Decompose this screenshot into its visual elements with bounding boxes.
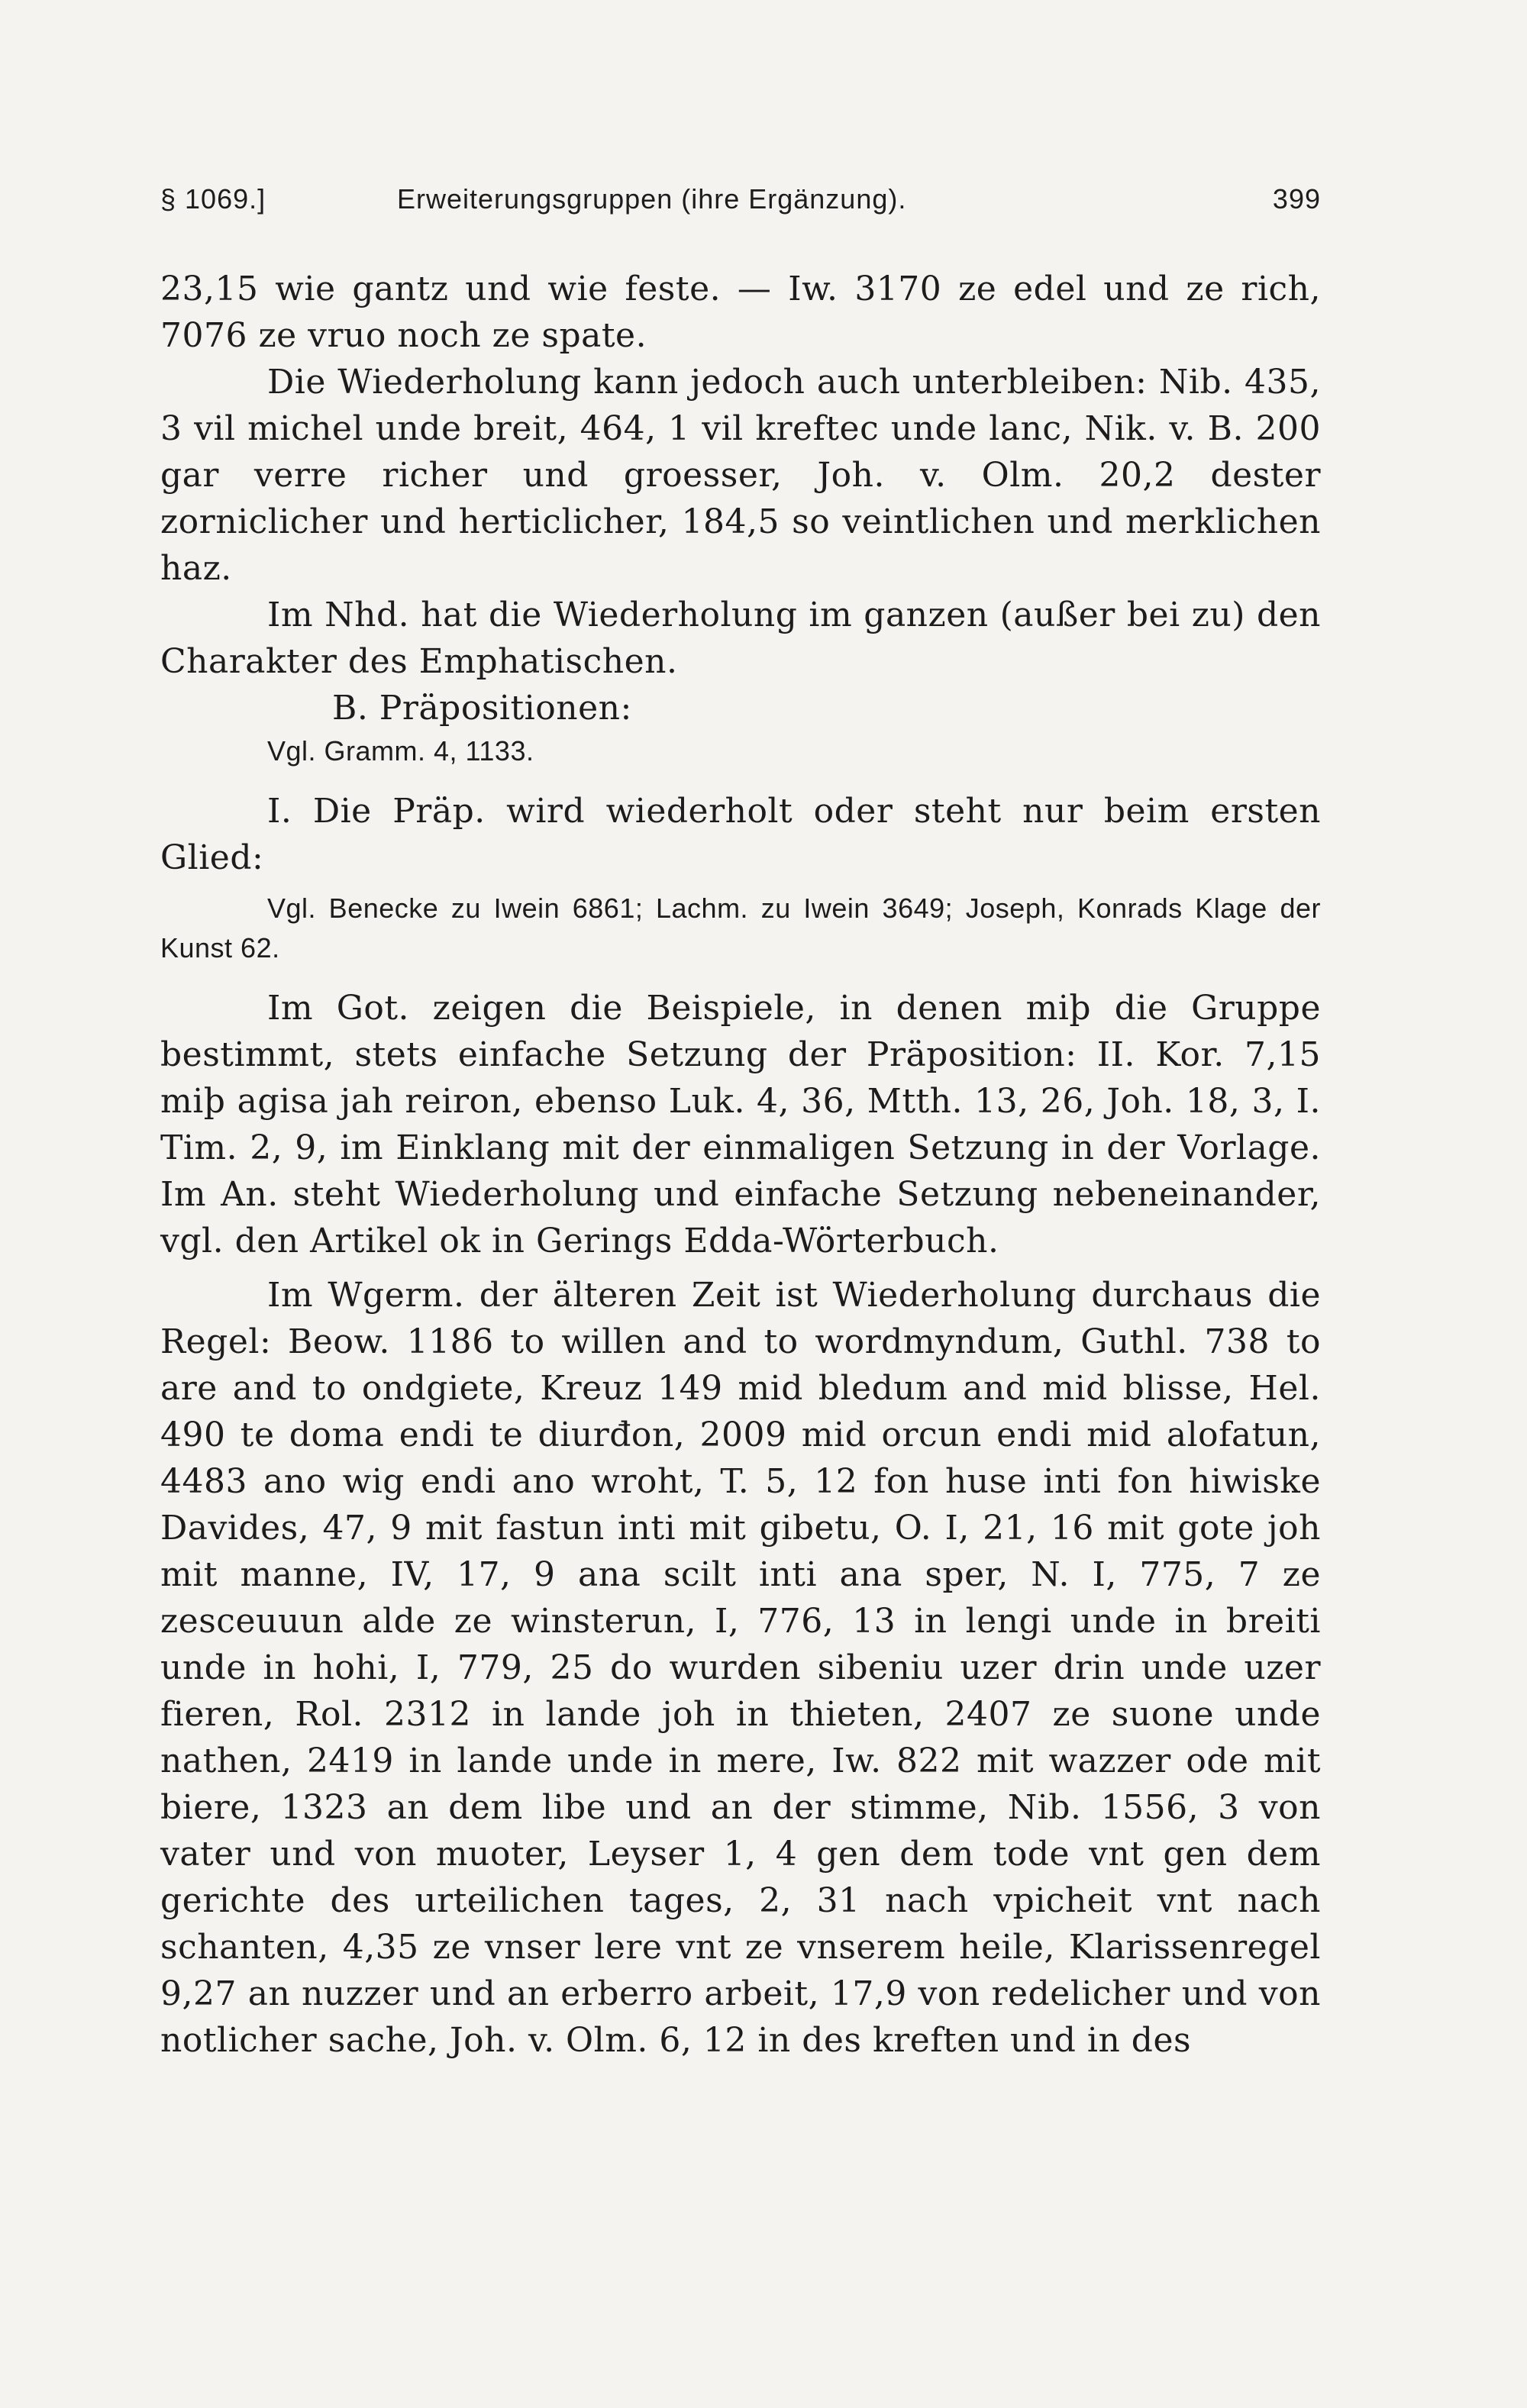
- page-number: 399: [1272, 183, 1321, 215]
- heading-b-prepositions: B. Präpositionen:: [332, 689, 632, 728]
- reference-i: Vgl. Benecke zu Iwein 6861; Lachm. zu Iwein 3649; Joseph, Konrads Klage der Kunst 62.: [160, 893, 1321, 964]
- section-marker: § 1069.]: [160, 183, 266, 215]
- main-text: [160, 266, 1321, 2064]
- paragraph-3: Im Nhd. hat die Wiederholung im ganzen (außer bei zu) den Charakter des Emphatischen.: [160, 596, 1321, 681]
- reference-b: Vgl. Gramm. 4, 1133.: [267, 735, 534, 767]
- running-title: Erweiterungsgruppen (ihre Ergänzung).: [397, 183, 907, 215]
- paragraph-2: Die Wiederholung kann jedoch auch unterbleiben: Nib. 435, 3 vil michel unde breit, 464, 1 vil kreftec unde lanc, Nik. v. B. 200 gar verre richer und groesser, Joh. v. Olm. 20,2 dester zornicliсher und herticlicher, 184,5 so veintlichen und merklichen haz.: [160, 363, 1321, 588]
- running-header: [160, 183, 1321, 229]
- paragraph-5: Im Wgerm. der älteren Zeit ist Wiederholung durchaus die Regel: Beow. 1186 to willen and to wordmyndum, Guthl. 738 to are and to ondgiete, Kreuz 149 mid bledum and mid blisse, Hel. 490 te doma endi te diurđon, 2009 mid orcun endi mid alofatun, 4483 ano wig endi ano wroht, T. 5, 12 fon huse inti fon hiwiske Davides, 47, 9 mit fastun inti mit gibetu, O. I, 21, 16 mit gote joh mit manne, IV, 17, 9 ana scilt inti ana sper, N. I, 775, 7 ze zesceuuun alde ze winsterun, I, 776, 13 in lengi unde in breiti unde in hohi, I, 779, 25 do wurden sibeniu uzer drin unde uzer fieren, Rol. 2312 in lande joh in thieten, 2407 ze suone unde nathen, 2419 in lande unde in mere, Iw. 822 mit wazzer ode mit biere, 1323 an dem libe und an der stimme, Nib. 1556, 3 von vater und von muoter, Leyser 1, 4 gen dem tode vnt gen dem gerichte des urteilichen tages, 2, 31 nach vpicheit vnt nach schanten, 4,35 ze vnser lere vnt ze vnserem heile, Klarissenregel 9,27 an nuzzer und an erberro arbeit, 17,9 von redelicher und von notlicher sache, Joh. v. Olm. 6, 12 in des kreften und in des: [160, 1276, 1321, 2060]
- paragraph-4: Im Got. zeigen die Beispiele, in denen miþ die Gruppe bestimmt, stets einfache Setzung der Präposition: II. Kor. 7,15 miþ agisa jah reiron, ebenso Luk. 4, 36, Mtth. 13, 26, Joh. 18, 3, I. Tim. 2, 9, im Einklang mit der einmaligen Setzung in der Vorlage. Im An. steht Wiederholung und einfache Setzung nebeneinander, vgl. den Artikel ok in Gerings Edda-Wörterbuch.: [160, 989, 1321, 1260]
- heading-i: I. Die Präp. wird wiederholt oder steht nur beim ersten Glied:: [160, 792, 1321, 877]
- book-page: [160, 183, 1321, 2064]
- paragraph-1: 23,15 wie gantz und wie feste. — Iw. 3170 ze edel und ze rich, 7076 ze vruo noch ze spate.: [160, 270, 1321, 355]
